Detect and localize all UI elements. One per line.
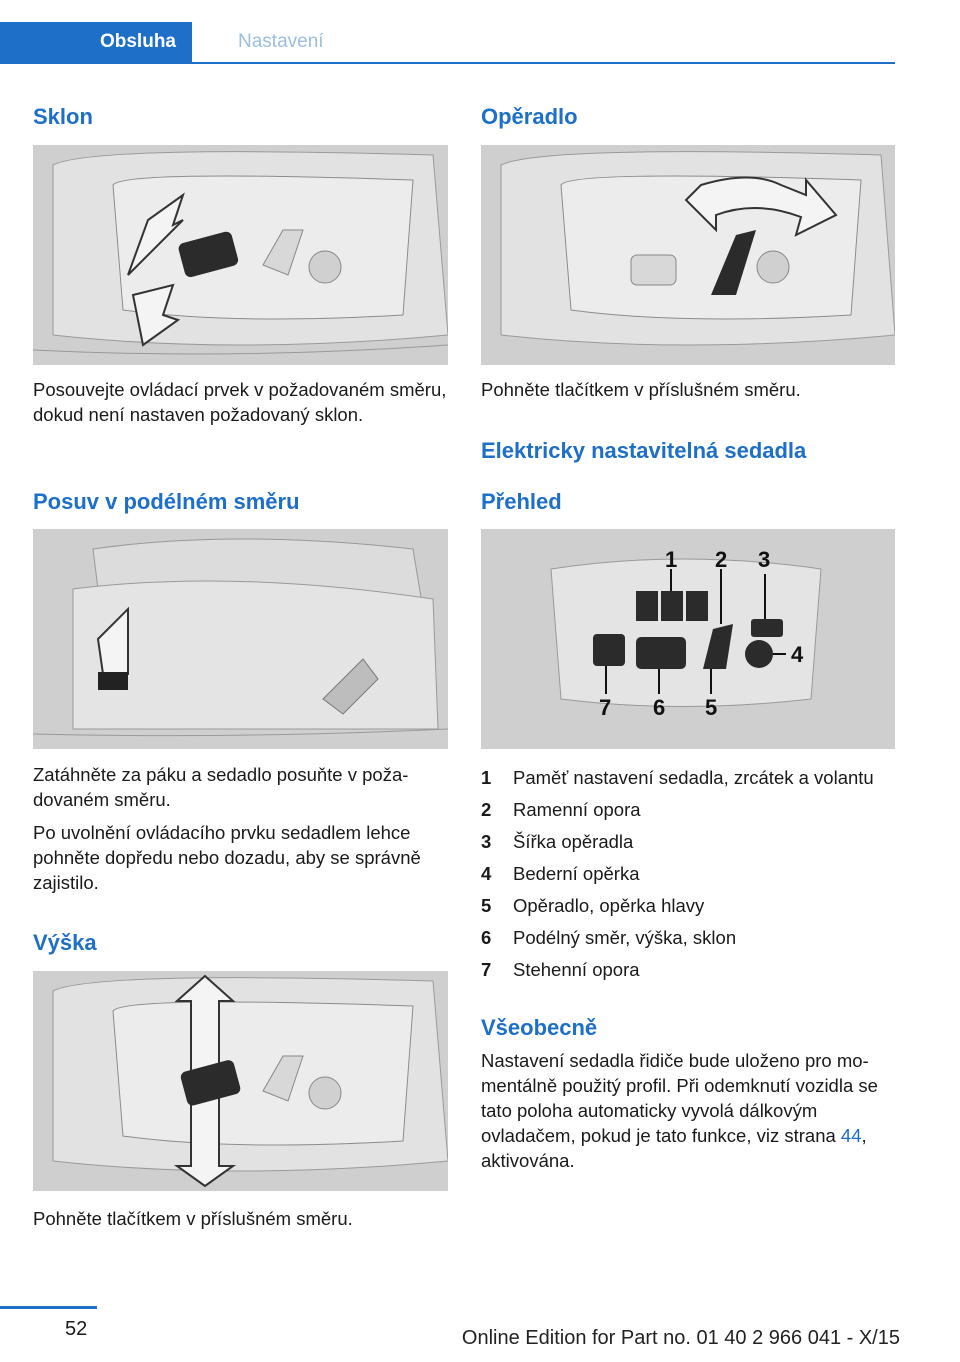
legend-item bbox=[481, 922, 901, 954]
callout-5: 5 bbox=[705, 695, 718, 720]
legend-number: 5 bbox=[481, 895, 492, 916]
text-vseobecne-b: , aktivována. bbox=[481, 1125, 867, 1171]
legend-text: Bederní opěrka bbox=[513, 863, 640, 884]
legend-number: 3 bbox=[481, 831, 492, 852]
heading-sklon: Sklon bbox=[33, 104, 93, 129]
text-operadlo: Pohněte tlačítkem v příslušném směru. bbox=[481, 379, 801, 400]
heading-vyska: Výška bbox=[33, 930, 97, 955]
legend-number: 2 bbox=[481, 799, 492, 820]
legend-item bbox=[481, 826, 901, 858]
figure-operadlo bbox=[481, 145, 895, 365]
footer-rule bbox=[0, 1306, 97, 1309]
legend-text: Ramenní opora bbox=[513, 799, 641, 820]
callout-6: 6 bbox=[653, 695, 666, 720]
tab-nastaveni[interactable]: Nastavení bbox=[238, 31, 324, 52]
callout-4: 4 bbox=[791, 642, 804, 667]
edition-note: Online Edition for Part no. 01 40 2 966 041 - X/15 bbox=[461, 1327, 900, 1349]
heading-prehled: Přehled bbox=[481, 489, 562, 514]
legend-number: 7 bbox=[481, 959, 492, 980]
legend-list bbox=[481, 762, 901, 986]
page-link-44[interactable]: 44 bbox=[840, 1125, 862, 1146]
legend-text: Paměť nastavení sedadla, zrcátek a volantu bbox=[513, 767, 874, 788]
legend-number: 4 bbox=[481, 863, 492, 884]
figure-posuv bbox=[33, 529, 448, 749]
text-sklon: Posouvejte ovládací prvek v požadovaném směru, dokud není nastaven požadovaný sklon. bbox=[33, 379, 447, 425]
figure-prehled bbox=[481, 529, 895, 749]
callout-1: 1 bbox=[665, 547, 678, 572]
text-vyska: Pohněte tlačítkem v příslušném směru. bbox=[33, 1208, 353, 1229]
legend-number: 6 bbox=[481, 927, 492, 948]
header-tabs bbox=[0, 22, 895, 64]
legend-text: Podélný směr, výška, sklon bbox=[513, 927, 737, 948]
figure-vyska bbox=[33, 971, 448, 1191]
legend-item bbox=[481, 794, 901, 826]
heading-elektricky: Elektricky nastavitelná sedadla bbox=[481, 438, 807, 463]
text-vseobecne-a: Nastavení sedadla řidiče bude uloženo pro momentálně použitý profil. Při odemknutí vozidla se tato poloha automaticky vyvolá dálkovým ovladačem, pokud je tato funkce, viz strana bbox=[481, 1050, 878, 1146]
text-posuv-2: Po uvolnění ovládacího prvku sedadlem lehce pohněte dopředu nebo dozadu, aby se správně zajistilo. bbox=[33, 822, 421, 893]
heading-vseobecne: Všeobecně bbox=[481, 1015, 598, 1040]
page-number: 52 bbox=[65, 1318, 88, 1340]
callout-7: 7 bbox=[599, 695, 612, 720]
callout-2: 2 bbox=[715, 547, 728, 572]
tab-obsluha[interactable]: Obsluha bbox=[0, 22, 192, 62]
legend-item bbox=[481, 890, 901, 922]
heading-operadlo: Opěradlo bbox=[481, 104, 578, 129]
legend-text: Opěradlo, opěrka hlavy bbox=[513, 895, 705, 916]
legend-text: Šířka opěradla bbox=[513, 831, 634, 852]
legend-item bbox=[481, 762, 901, 794]
text-vseobecne bbox=[481, 1048, 901, 1173]
text-posuv-1: Zatáhněte za páku a sedadlo posuňte v požadovaném směru. bbox=[33, 764, 409, 810]
figure-sklon bbox=[33, 145, 448, 365]
callout-3: 3 bbox=[758, 547, 771, 572]
legend-number: 1 bbox=[481, 767, 492, 788]
legend-text: Stehenní opora bbox=[513, 959, 640, 980]
legend-item bbox=[481, 954, 901, 986]
legend-item bbox=[481, 858, 901, 890]
heading-posuv: Posuv v podélném směru bbox=[33, 489, 300, 514]
